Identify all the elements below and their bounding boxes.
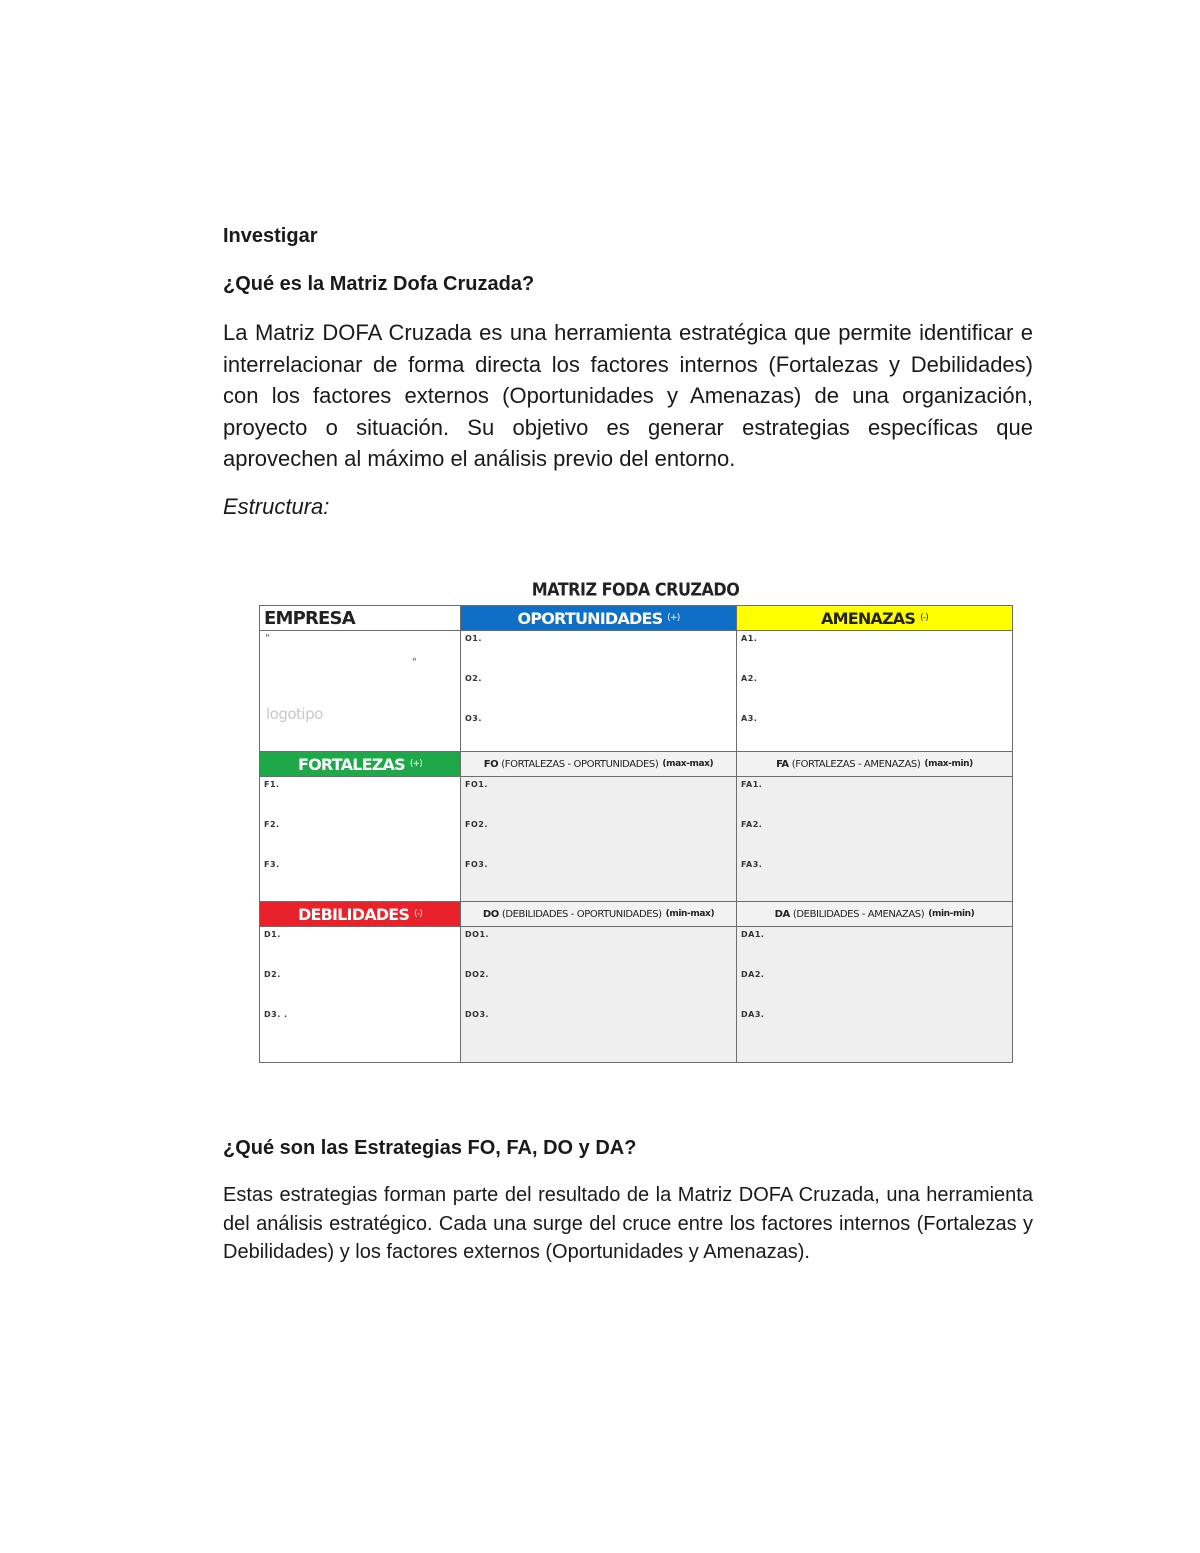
list-item: F1.	[264, 780, 280, 789]
list-item: F3.	[264, 860, 280, 869]
question-heading-dofa: ¿Qué es la Matriz Dofa Cruzada?	[223, 273, 535, 295]
list-item: FO2.	[465, 820, 488, 829]
fa-header	[736, 751, 1013, 777]
paragraph-strategies: Estas estrategias forman parte del resultado de la Matriz DOFA Cruzada, una herramienta del análisis estratégico. Cada una surge del cruce entre los factores internos (Fortalezas y Debilidades) y los factores externos (Oportunidades y Amenazas).	[223, 1184, 1033, 1263]
logo-placeholder: logotipo	[266, 705, 323, 723]
oportunidades-header	[460, 605, 737, 631]
paragraph-definition: La Matriz DOFA Cruzada es una herramienta estratégica que permite identificar e interrelacionar de forma directa los factores internos (Fortalezas y Debilidades) con los factores externos (Oportunidades y Amenazas) de una organización, proyecto o situación. Su objetivo es generar estrategias específicas que aprovechen al máximo el análisis previo del entorno.	[223, 320, 1033, 471]
fortalezas-label: FORTALEZAS	[298, 754, 405, 774]
do-body	[460, 926, 737, 1063]
debilidades-header	[259, 901, 461, 927]
do-header	[460, 901, 737, 927]
fa-mm: (max-min)	[924, 759, 973, 769]
fo-mm: (max-max)	[662, 759, 714, 769]
amenazas-sign: (-)	[920, 613, 928, 623]
question-heading-strategies: ¿Qué son las Estrategias FO, FA, DO y DA?	[223, 1137, 637, 1159]
list-item: D2.	[264, 970, 281, 979]
list-item: O1.	[465, 634, 482, 643]
list-item: DO3.	[465, 1010, 490, 1019]
do-mm: (min-max)	[665, 909, 715, 919]
empresa-header	[259, 605, 461, 631]
quote-open: "	[265, 633, 270, 644]
fa-code: FA	[776, 758, 789, 770]
da-header	[736, 901, 1013, 927]
list-item: F2.	[264, 820, 280, 829]
empresa-body	[259, 630, 461, 752]
list-item: FA3.	[741, 860, 763, 869]
list-item: FA2.	[741, 820, 763, 829]
list-item: A2.	[741, 674, 758, 683]
list-item: DO1.	[465, 930, 490, 939]
list-item: FO3.	[465, 860, 488, 869]
list-item: D3. .	[264, 1010, 288, 1019]
list-item: D1.	[264, 930, 281, 939]
do-code: DO	[482, 908, 499, 920]
da-body	[736, 926, 1013, 1063]
da-mm: (min-min)	[928, 909, 975, 919]
amenazas-header	[736, 605, 1013, 631]
list-item: O2.	[465, 674, 482, 683]
debilidades-body	[259, 926, 461, 1063]
fo-code: FO	[483, 758, 499, 770]
fortalezas-sign: (+)	[409, 759, 422, 769]
fo-desc: (FORTALEZAS - OPORTUNIDADES)	[501, 758, 659, 770]
fo-header	[460, 751, 737, 777]
da-code: DA	[774, 908, 790, 920]
do-desc: (DEBILIDADES - OPORTUNIDADES)	[501, 908, 662, 920]
list-item: A1.	[741, 634, 758, 643]
list-item: DA1.	[741, 930, 765, 939]
list-item: O3.	[465, 714, 482, 723]
list-item: FO1.	[465, 780, 488, 789]
amenazas-body	[736, 630, 1013, 752]
quote-close: "	[412, 657, 417, 668]
fo-body	[460, 776, 737, 902]
fortalezas-body	[259, 776, 461, 902]
fa-body	[736, 776, 1013, 902]
section-heading: Investigar	[223, 225, 318, 247]
amenazas-label: AMENAZAS	[821, 608, 916, 628]
fortalezas-header	[259, 751, 461, 777]
list-item: DA2.	[741, 970, 765, 979]
fa-desc: (FORTALEZAS - AMENAZAS)	[791, 758, 921, 770]
estructura-label: Estructura:	[223, 494, 330, 519]
list-item: DO2.	[465, 970, 490, 979]
matrix-figure	[258, 580, 1013, 1064]
oportunidades-sign: (+)	[667, 613, 680, 623]
oportunidades-body	[460, 630, 737, 752]
da-desc: (DEBILIDADES - AMENAZAS)	[792, 908, 925, 920]
empresa-label: EMPRESA	[264, 607, 355, 629]
oportunidades-label: OPORTUNIDADES	[517, 608, 663, 628]
list-item: FA1.	[741, 780, 763, 789]
list-item: DA3.	[741, 1010, 765, 1019]
matrix-title: MATRIZ FODA CRUZADO	[531, 579, 740, 600]
debilidades-sign: (-)	[414, 909, 422, 919]
debilidades-label: DEBILIDADES	[298, 904, 410, 924]
list-item: A3.	[741, 714, 758, 723]
